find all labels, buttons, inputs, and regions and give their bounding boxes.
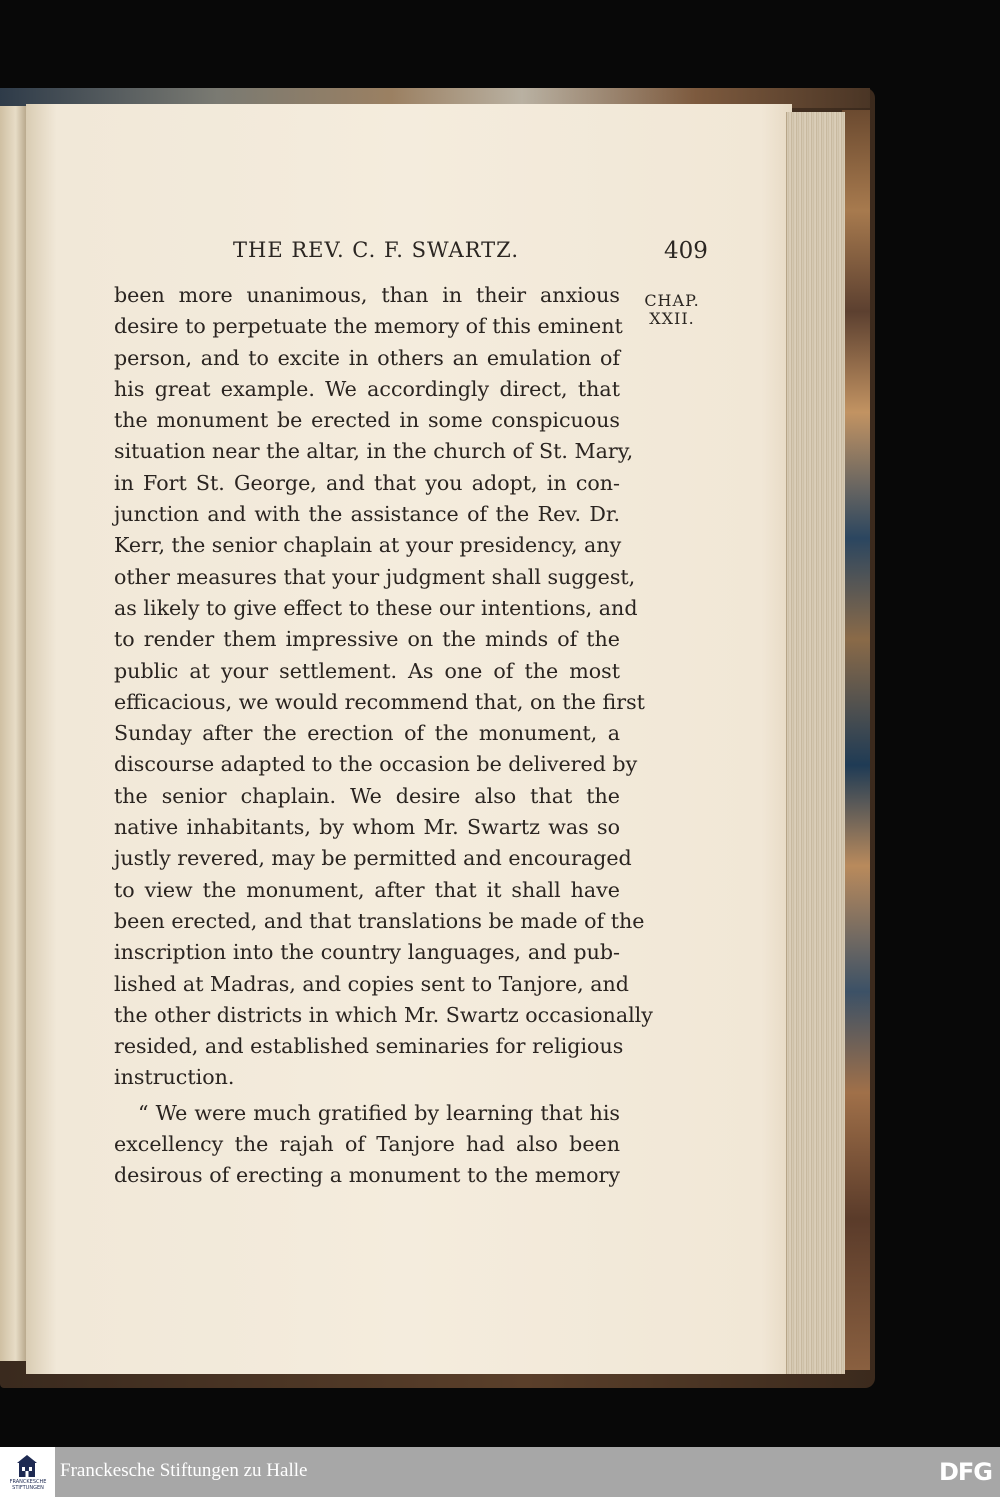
text-line: the other districts in which Mr. Swartz occasionally bbox=[114, 1002, 653, 1027]
franckesche-logo[interactable] bbox=[0, 1447, 55, 1497]
text-line: as likely to give effect to these our intentions, and bbox=[114, 595, 638, 620]
text-line: lished at Madras, and copies sent to Tanjore, and bbox=[114, 971, 629, 996]
text-line: native inhabitants, by whom Mr. Swartz was so bbox=[114, 815, 620, 840]
paragraph-2 bbox=[114, 1098, 620, 1192]
text-line: excellency the rajah of Tanjore had also been bbox=[114, 1132, 620, 1157]
text-line: Sunday after the erection of the monument, a bbox=[114, 721, 620, 746]
text-line: person, and to excite in others an emulation of bbox=[114, 345, 620, 370]
text-line: “ We were much gratified by learning that his bbox=[138, 1100, 620, 1125]
side-note-number: XXII. bbox=[649, 309, 695, 328]
institution-name: Franckesche Stiftungen zu Halle bbox=[60, 1460, 308, 1481]
text-line: the senior chaplain. We desire also that the bbox=[114, 783, 620, 808]
left-page-edge bbox=[0, 106, 26, 1361]
marbled-edge bbox=[842, 110, 870, 1370]
page-stack-edges bbox=[786, 112, 845, 1374]
text-line: to render them impressive on the minds of the bbox=[114, 627, 620, 652]
text-line: situation near the altar, in the church of St. Mary, bbox=[114, 439, 634, 464]
paragraph-1 bbox=[114, 280, 653, 1094]
chapter-side-note bbox=[637, 292, 707, 328]
text-line: to view the monument, after that it shall have bbox=[114, 877, 620, 902]
text-line: instruction. bbox=[114, 1065, 235, 1090]
text-line: inscription into the country languages, and pub- bbox=[114, 940, 620, 965]
viewer-footer bbox=[0, 1447, 1000, 1497]
text-line: justly revered, may be permitted and encouraged bbox=[114, 846, 632, 871]
running-head: THE REV. C. F. SWARTZ. bbox=[233, 238, 520, 262]
text-line: discourse adapted to the occasion be delivered by bbox=[114, 752, 638, 777]
building-icon bbox=[17, 1455, 37, 1477]
text-line: junction and with the assistance of the Rev. Dr. bbox=[114, 502, 620, 527]
dfg-logo[interactable]: DFG bbox=[938, 1458, 992, 1486]
text-line: efficacious, we would recommend that, on the first bbox=[114, 689, 645, 714]
text-line: desire to perpetuate the memory of this eminent bbox=[114, 314, 623, 339]
body-text bbox=[114, 280, 653, 1192]
page-number: 409 bbox=[664, 238, 708, 264]
text-line: desirous of erecting a monument to the memory bbox=[114, 1163, 620, 1188]
text-line: Kerr, the senior chaplain at your presidency, any bbox=[114, 533, 622, 558]
text-line: been more unanimous, than in their anxious bbox=[114, 283, 620, 307]
logo-caption: FRANCKESCHE STIFTUNGEN bbox=[9, 1479, 47, 1491]
text-line: been erected, and that translations be made of the bbox=[114, 908, 645, 933]
text-line: public at your settlement. As one of the most bbox=[114, 658, 620, 683]
text-line: other measures that your judgment shall suggest, bbox=[114, 564, 636, 589]
side-note-chap: CHAP. bbox=[644, 291, 700, 310]
text-line: the monument be erected in some conspicuous bbox=[114, 408, 620, 433]
text-line: in Fort St. George, and that you adopt, in con- bbox=[114, 470, 620, 495]
text-line: resided, and established seminaries for religious bbox=[114, 1034, 624, 1059]
text-line: his great example. We accordingly direct, that bbox=[114, 376, 620, 401]
